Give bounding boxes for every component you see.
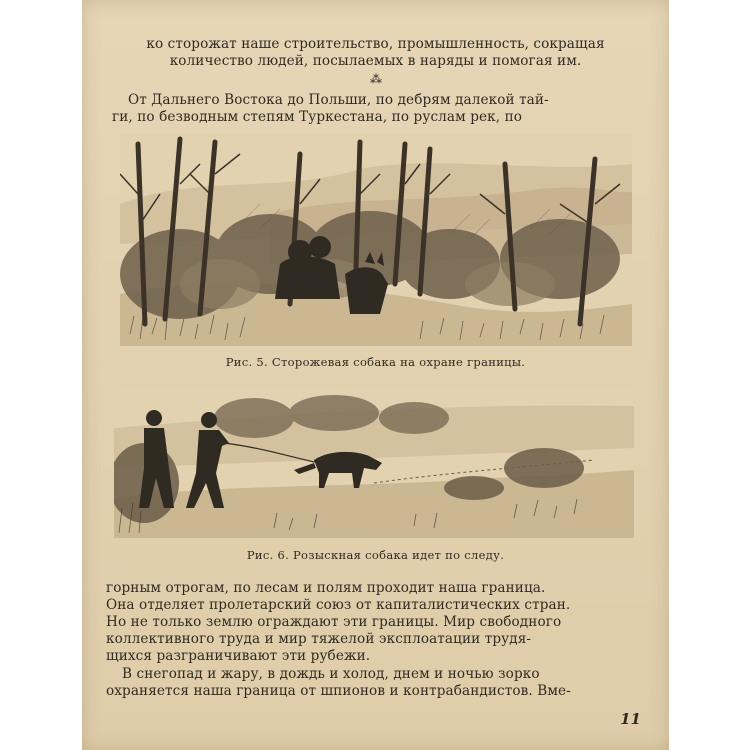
book-page — [82, 0, 669, 750]
figure-5-illustration — [120, 134, 632, 346]
bottom-paragraph — [106, 580, 641, 665]
text-line: От Дальнего Востока до Польши, по дебрям далекой тай- — [128, 92, 549, 108]
figure-6-illustration — [114, 388, 634, 538]
figure-6-caption: Рис. 6. Розыскная собака идет по следу. — [246, 548, 505, 562]
tracking-dog-drawing — [114, 388, 634, 538]
text-line: коллективного труда и мир тяжелой эксплоатации трудя- — [106, 631, 532, 647]
text-line: Но не только землю ограждают эти границы. Мир свободного — [106, 614, 562, 630]
text-line: щихся разграничивают эти рубежи. — [106, 648, 371, 664]
text-line: ги, по безводным степям Туркестана, по руслам рек, по — [112, 109, 523, 125]
text-line: В снегопад и жару, в дождь и холод, днем и ночью зорко — [122, 666, 540, 682]
page-number: 11 — [620, 710, 641, 728]
second-paragraph — [112, 92, 639, 126]
text-line: Она отделяет пролетарский союз от капиталистических стран. — [106, 597, 571, 613]
guard-dog-drawing — [120, 134, 632, 346]
text-line: ко сторожат наше строительство, промышленность, сокращая — [146, 36, 605, 52]
figure-5-caption: Рис. 5. Сторожевая собака на охране границы. — [225, 355, 526, 369]
text-line: охраняется наша граница от шпионов и контрабандистов. Вме- — [106, 683, 571, 699]
text-line: горным отрогам, по лесам и полям проходит наша граница. — [106, 580, 546, 596]
last-paragraph — [106, 666, 641, 700]
top-paragraph — [112, 36, 639, 70]
section-ornament: ⁂ — [370, 72, 381, 86]
text-line: количество людей, посылаемых в наряды и помогая им. — [169, 53, 582, 69]
